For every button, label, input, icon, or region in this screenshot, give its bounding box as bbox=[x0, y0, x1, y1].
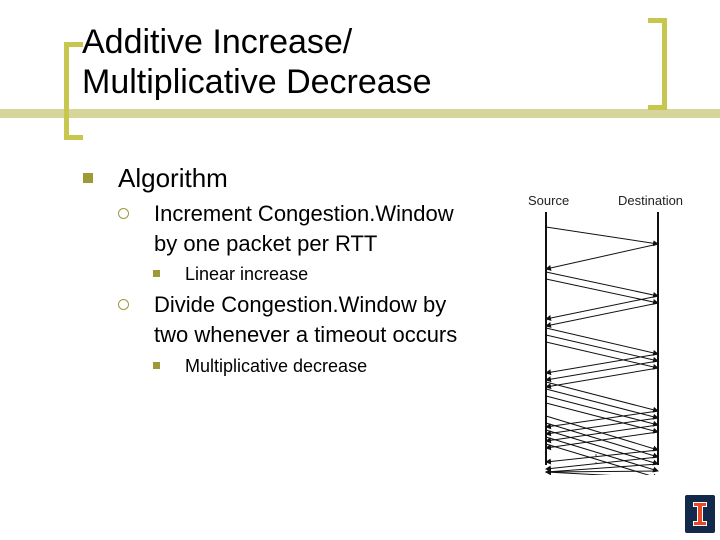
sub-bullet-text: Divide Congestion.Window by two whenever a timeout occurs bbox=[154, 292, 458, 347]
circle-bullet-icon bbox=[118, 299, 129, 310]
diagram-source-label: Source bbox=[528, 193, 570, 208]
continuation-dot bbox=[595, 454, 597, 456]
circle-bullet-icon bbox=[118, 208, 129, 219]
continuation-dot bbox=[595, 462, 597, 464]
data-packet-arrow bbox=[546, 335, 658, 361]
data-packet-arrow bbox=[546, 389, 658, 418]
square-bullet-icon bbox=[83, 173, 93, 183]
slide-title: Additive Increase/ Multiplicative Decrease bbox=[82, 23, 432, 101]
continuation-dot bbox=[595, 458, 597, 460]
data-packet-arrow bbox=[546, 382, 658, 411]
packet-timing-diagram bbox=[530, 200, 680, 475]
note-text: Linear increase bbox=[185, 264, 309, 284]
ack-arrow bbox=[546, 244, 658, 269]
sub-bullet-divide bbox=[118, 290, 457, 350]
bullet-text: Algorithm bbox=[118, 163, 228, 193]
university-logo-icon bbox=[685, 495, 715, 533]
data-packet-arrow bbox=[546, 279, 658, 303]
data-packet-arrow bbox=[546, 272, 658, 296]
diagram-destination-label: Destination bbox=[618, 193, 684, 208]
data-packet-arrow bbox=[546, 430, 658, 464]
data-packet-arrow bbox=[546, 328, 658, 354]
title-bracket-left bbox=[64, 42, 83, 140]
data-packet-arrow bbox=[546, 437, 658, 471]
title-band bbox=[0, 109, 720, 118]
sub-bullet-text: Increment Congestion.Window by one packet per RTT bbox=[154, 201, 454, 256]
note-multiplicative-decrease bbox=[153, 355, 367, 377]
note-text: Multiplicative decrease bbox=[185, 356, 368, 376]
sub-bullet-increment bbox=[118, 199, 454, 259]
title-bracket-right bbox=[648, 18, 667, 110]
bullet-algorithm bbox=[83, 163, 228, 193]
square-bullet-icon bbox=[153, 362, 160, 369]
square-bullet-icon bbox=[153, 270, 160, 277]
note-linear-increase bbox=[153, 263, 308, 285]
ack-arrow bbox=[546, 303, 658, 326]
data-packet-arrow bbox=[546, 342, 658, 368]
data-packet-arrow bbox=[546, 227, 658, 244]
